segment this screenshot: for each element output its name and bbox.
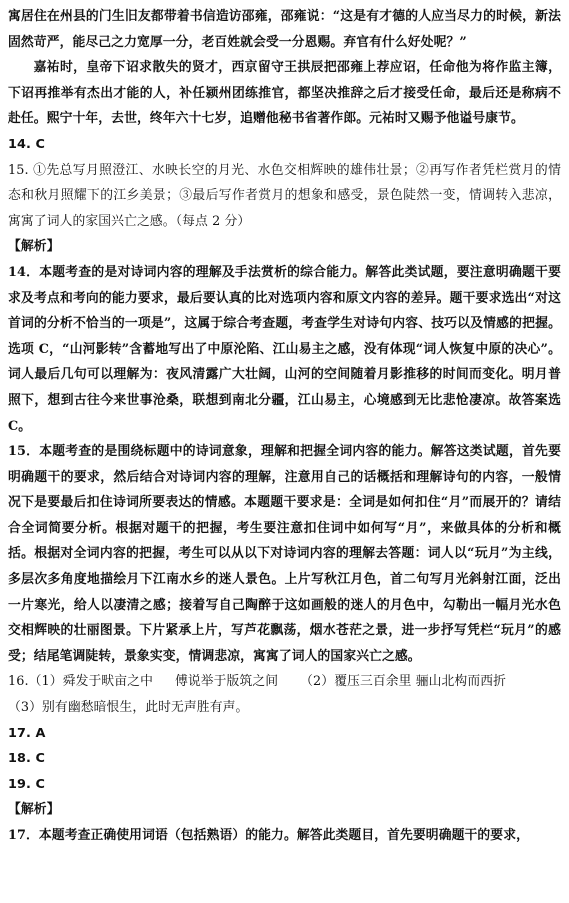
answer-14: 14. C	[8, 136, 46, 152]
intro-paragraph-2: 嘉祐时，皇帝下诏求散失的贤才，西京留守王拱辰把邵雍上荐应诏，任命他为将作监主簿，下诏再推举有杰出才能的人，补任颍州团练推官，都坚决推辞之后才接受任命，最后还是称病不赴任。熙宁十年，去世，终年六十七岁，追赠他秘书省著作郎。元祐时又赐予他谥号康节。	[8, 60, 561, 127]
intro-paragraph-1: 寓居住在州县的门生旧友都带着书信造访邵雍，邵雍说：“这是有才德的人应当尽力的时候，新法固然苛严，能尽己之力宽厚一分，老百姓就会受一分恩赐。弃官有什么好处呢？”	[8, 9, 561, 50]
analysis-heading-1: 【解析】	[8, 239, 60, 255]
answer-16-part3: （2）覆压三百余里 骊山北构而西折	[300, 674, 507, 690]
answer-16	[8, 669, 561, 720]
explanation-17: 17．本题考查正确使用词语（包括熟语）的能力。解答此类题目，首先要明确题干的要求，	[8, 828, 529, 843]
answer-19: 19. C	[8, 776, 46, 792]
answer-16-part1: 16.（1）舜发于畎亩之中	[8, 674, 153, 690]
answer-15: 15. ①先总写月照澄江、水映长空的月光、水色交相辉映的雄伟壮景；②再写作者凭栏赏月的情态和秋月照耀下的江乡美景；③最后写作者赏月的想象和感受，景色陡然一变，情调转入悲凉，寓寓了词人的家国兴亡之感。（每点 2 分）	[8, 162, 561, 229]
explanation-15: 15．本题考查的是围绕标题中的诗词意象，理解和把握全词内容的能力。解答这类试题，首先要明确题干的要求，然后结合对诗词内容的理解，注意用自己的话概括和理解诗句的内容，一般情况下是要最后扣住诗词所要表达的情感。本题题干要求是：全词是如何扣住“月”而展开的？请结合全词简要分析。根据对题干的把握，考生要注意扣住词中如何写“月”，来做具体的分析和概括。根据对全词内容的把握，考生可以从以下对诗词内容的理解去答题：词人以“玩月”为主线，多层次多角度地描绘月下江南水乡的迷人景色。上片写秋江月色，首二句写月光斜射江面，泛出一片寒光，给人以凄清之感；接着写自己陶醉于这如画般的迷人的月色中，勾勒出一幅月光水色交相辉映的壮丽图景。下片紧承上片，写芦花飘荡，烟水苍茫之景，进一步抒写凭栏“玩月”的感受；结尾笔调陡转，景象实变，情调悲凉，寓寓了词人的国家兴亡之感。	[8, 444, 561, 664]
explanation-14: 14．本题考查的是对诗词内容的理解及手法赏析的综合能力。解答此类试题，要注意明确题干要求及考点和考向的能力要求，最后要认真的比对选项内容和原文内容的差异。题干要求选出“对这首词的分析不恰当的一项是”，这属于综合考查题，考查学生对诗句内容、技巧以及情感的把握。选项 C，“山河影转”含蓄地写出了中原沦陷、江山易主之感，没有体现“词人恢复中原的决心”。词人最后几句可以理解为：夜风清露广大壮阔，山河的空间随着月影推移的时间而变化。明月普照下，想到古往今来世事沧桑，联想到南北分疆，江山易主，心境感到无比悲怆凄凉。故答案选 C。	[8, 264, 561, 434]
answer-16-part2: 傅说举于版筑之间	[174, 674, 279, 690]
answer-16-part4: （3）别有幽愁暗恨生，此时无声胜有声。	[8, 700, 249, 716]
answer-18: 18. C	[8, 751, 46, 767]
analysis-heading-2: 【解析】	[8, 802, 60, 818]
answer-17: 17. A	[8, 725, 46, 741]
